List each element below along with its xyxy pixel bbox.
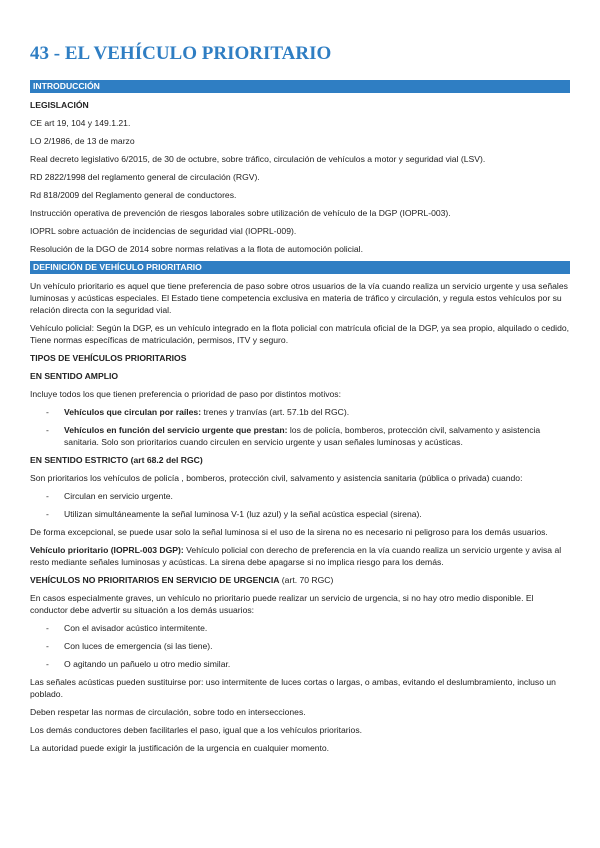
sentido-estricto-intro: Son prioritarios los vehículos de policía , bomberos, protección civil, salvamento y asistencia sanitaria (pública o privada) cuando: xyxy=(30,473,523,483)
normas-paragraph: Deben respetar las normas de circulación, sobre todo en intersecciones. xyxy=(30,707,306,717)
list-item: - O agitando un pañuelo u otro medio similar. xyxy=(30,658,570,670)
legislacion-item: Resolución de la DGO de 2014 sobre normas relativas a la flota de automoción policial. xyxy=(30,244,363,254)
list-item-bold: Vehículos que circulan por raíles: xyxy=(64,407,202,417)
list-item: - Utilizan simultáneamente la señal luminosa V-1 (luz azul) y la señal acústica especial (sirena). xyxy=(30,508,570,520)
legislacion-heading: LEGISLACIÓN xyxy=(30,100,89,110)
list-item xyxy=(30,424,570,448)
sentido-estricto-heading: EN SENTIDO ESTRICTO (art 68.2 del RGC) xyxy=(30,455,203,465)
justificacion-paragraph: La autoridad puede exigir la justificación de la urgencia en cualquier momento. xyxy=(30,743,330,753)
sentido-amplio-intro: Incluye todos los que tienen preferencia o prioridad de paso por distintos motivos: xyxy=(30,389,341,399)
list-item-text: trenes y tranvías (art. 57.1b del RGC). xyxy=(201,407,350,417)
list-item: - Con luces de emergencia (si las tiene). xyxy=(30,640,570,652)
no-prioritarios-intro: En casos especialmente graves, un vehículo no prioritario puede realizar un servicio de urgencia, si no hay otro medio disponible. El conductor debe advertir su situación a los demás usuarios: xyxy=(30,593,534,615)
list-item: - Circulan en servicio urgente. xyxy=(30,490,570,502)
legislacion-item: Instrucción operativa de prevención de riesgos laborales sobre utilización de vehículo de la DGP (IOPRL-003). xyxy=(30,208,451,218)
no-prioritarios-heading xyxy=(30,574,570,586)
legislacion-item: LO 2/1986, de 13 de marzo xyxy=(30,136,135,146)
excepcional-paragraph: De forma excepcional, se puede usar solo la señal luminosa si el uso de la sirena no es necesario ni peligroso para los demás usuarios. xyxy=(30,527,548,537)
tipos-heading: TIPOS DE VEHÍCULOS PRIORITARIOS xyxy=(30,353,187,363)
legislacion-item: IOPRL sobre actuación de incidencias de seguridad vial (IOPRL-009). xyxy=(30,226,297,236)
list-item: - Con el avisador acústico intermitente. xyxy=(30,622,570,634)
list-item-text: los de policía, bomberos, protección civil, salvamento y asistencia sanitaria. Solo son prioritarios cuando circulen en servicio urgente y usan señales luminosas y acústicas. xyxy=(64,425,541,447)
section-header-definicion: DEFINICIÓN DE VEHÍCULO PRIORITARIO xyxy=(30,261,570,274)
list-item xyxy=(30,406,570,418)
legislacion-item: CE art 19, 104 y 149.1.21. xyxy=(30,118,131,128)
facilitar-paso-paragraph: Los demás conductores deben facilitarles el paso, igual que a los vehículos prioritarios. xyxy=(30,725,363,735)
sentido-amplio-heading: EN SENTIDO AMPLIO xyxy=(30,371,119,381)
no-prioritarios-list xyxy=(30,622,570,670)
definition-bold: Vehículo prioritario (IOPRL-003 DGP): xyxy=(30,545,184,555)
no-prioritarios-heading-ref: (art. 70 RGC) xyxy=(279,575,334,585)
vehiculo-prioritario-definition xyxy=(30,544,570,568)
legislacion-item: Rd 818/2009 del Reglamento general de conductores. xyxy=(30,190,237,200)
definicion-paragraph: Un vehículo prioritario es aquel que tiene preferencia de paso sobre otros usuarios de la vía cuando realiza un servicio urgente y usa señales luminosas y acústicas especiales. El Estado tiene competencia exclusiva en materia de tráfico y circulación, y regula estos vehículos por su relación directa con la seguridad vial. xyxy=(30,281,568,315)
page-title: 43 - EL VEHÍCULO PRIORITARIO xyxy=(30,43,332,64)
legislacion-item: RD 2822/1998 del reglamento general de circulación (RGV). xyxy=(30,172,260,182)
sentido-estricto-list xyxy=(30,490,570,520)
vehiculo-policial-paragraph: Vehículo policial: Según la DGP, es un vehículo integrado en la flota policial con matrícula oficial de la DGP, ya sea propio, alquilado o cedido, Tiene normas específicas de matriculación, permisos, ITV y seguro. xyxy=(30,323,570,345)
no-prioritarios-heading-bold: VEHÍCULOS NO PRIORITARIOS EN SERVICIO DE URGENCIA xyxy=(30,575,280,585)
section-header-introduccion: INTRODUCCIÓN xyxy=(30,80,570,93)
list-item-bold: Vehículos en función del servicio urgente que prestan: xyxy=(64,425,288,435)
legislacion-item: Real decreto legislativo 6/2015, de 30 de octubre, sobre tráfico, circulación de vehículos a motor y seguridad vial (LSV). xyxy=(30,154,486,164)
definition-text: Vehículo policial con derecho de preferencia en la vía cuando realiza un servicio urgente y avisa al resto mediante señales luminosas y acústicas. La sirena debe apagarse si no implica riesgo para los demás. xyxy=(30,545,562,567)
senales-acusticas-paragraph: Las señales acústicas pueden sustituirse por: uso intermitente de luces cortas o largas, o ambas, evitando el deslumbramiento, incluso un poblado. xyxy=(30,677,556,699)
sentido-amplio-list xyxy=(30,406,570,448)
